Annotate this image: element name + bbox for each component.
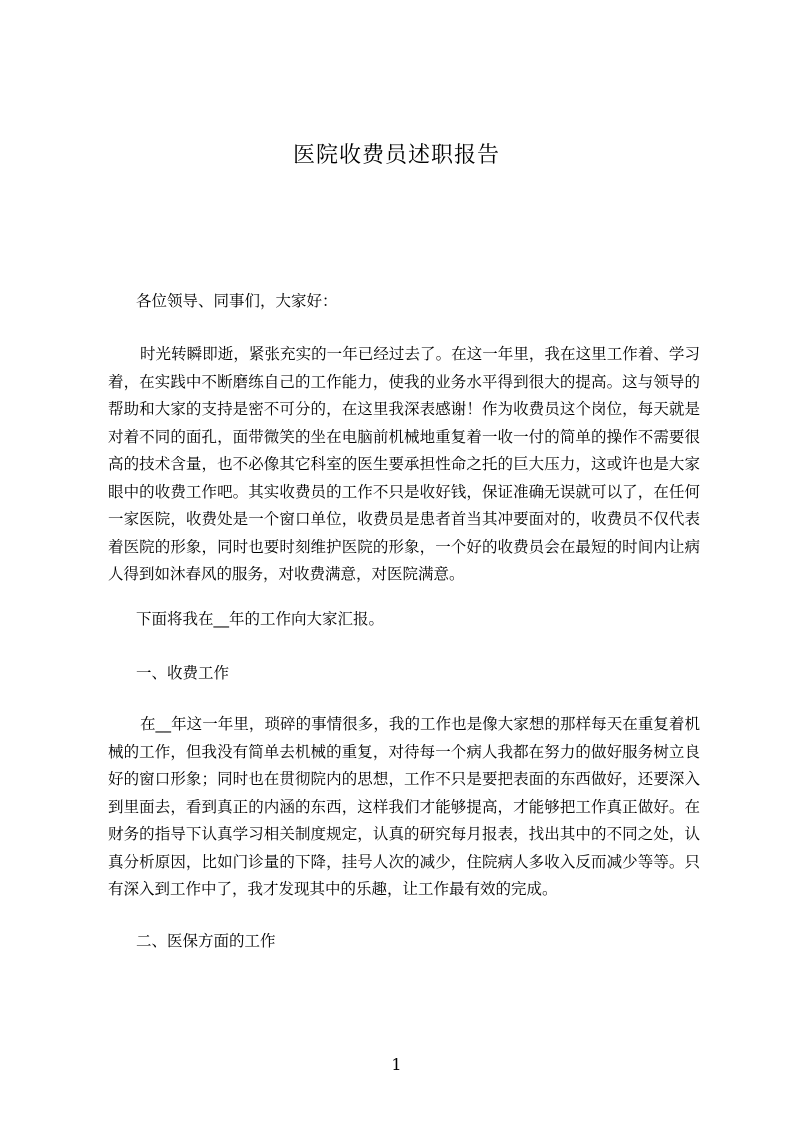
greeting: 各位领导、同事们，大家好： bbox=[136, 292, 338, 310]
page-number: 1 bbox=[391, 1055, 402, 1074]
paragraph-charging-work: 在__年这一年里，琐碎的事情很多，我的工作也是像大家想的那样每天在重复着机械的工作，但我没有简单去机械的重复，对待每一个病人我都在努力的做好服务树立良好的窗口形象；同时也在贯彻院内的思想，工作不只是要把表面的东西做好，还要深入到里面去，看到真正的内涵的东西，这样我们才能够提高，才能够把工作真正做好。在财务的指导下认真学习相关制度规定，认真的研究每月报表，找出其中的不同之处，认真分析原因，比如门诊量的下降，挂号人次的减少，住院病人多收入反而减少等等。只有深入到工作中了，我才发现其中的乐趣，让工作最有效的完成。 bbox=[108, 715, 700, 898]
section-heading-medical-insurance: 二、医保方面的工作 bbox=[136, 932, 276, 950]
report-intro-line: 下面将我在__年的工作向大家汇报。 bbox=[136, 610, 385, 628]
section-heading-charging: 一、收费工作 bbox=[136, 664, 230, 682]
document-title: 医院收费员述职报告 bbox=[292, 143, 500, 168]
paragraph-intro: 时光转瞬即逝，紧张充实的一年已经过去了。在这一年里，我在这里工作着、学习着，在实践中不断磨练自己的工作能力，使我的业务水平得到很大的提高。这与领导的帮助和大家的支持是密不可分的，在这里我深表感谢！作为收费员这个岗位，每天就是对着不同的面孔，面带微笑的坐在电脑前机械地重复着一收一付的简单的操作不需要很高的技术含量，也不必像其它科室的医生要承担性命之托的巨大压力，这或许也是大家眼中的收费工作吧。其实收费员的工作不只是收好钱，保证准确无误就可以了，在任何一家医院，收费处是一个窗口单位，收费员是患者首当其冲要面对的，收费员不仅代表着医院的形象，同时也要时刻维护医院的形象，一个好的收费员会在最短的时间内让病人得到如沐春风的服务，对收费满意，对医院满意。 bbox=[108, 345, 700, 583]
